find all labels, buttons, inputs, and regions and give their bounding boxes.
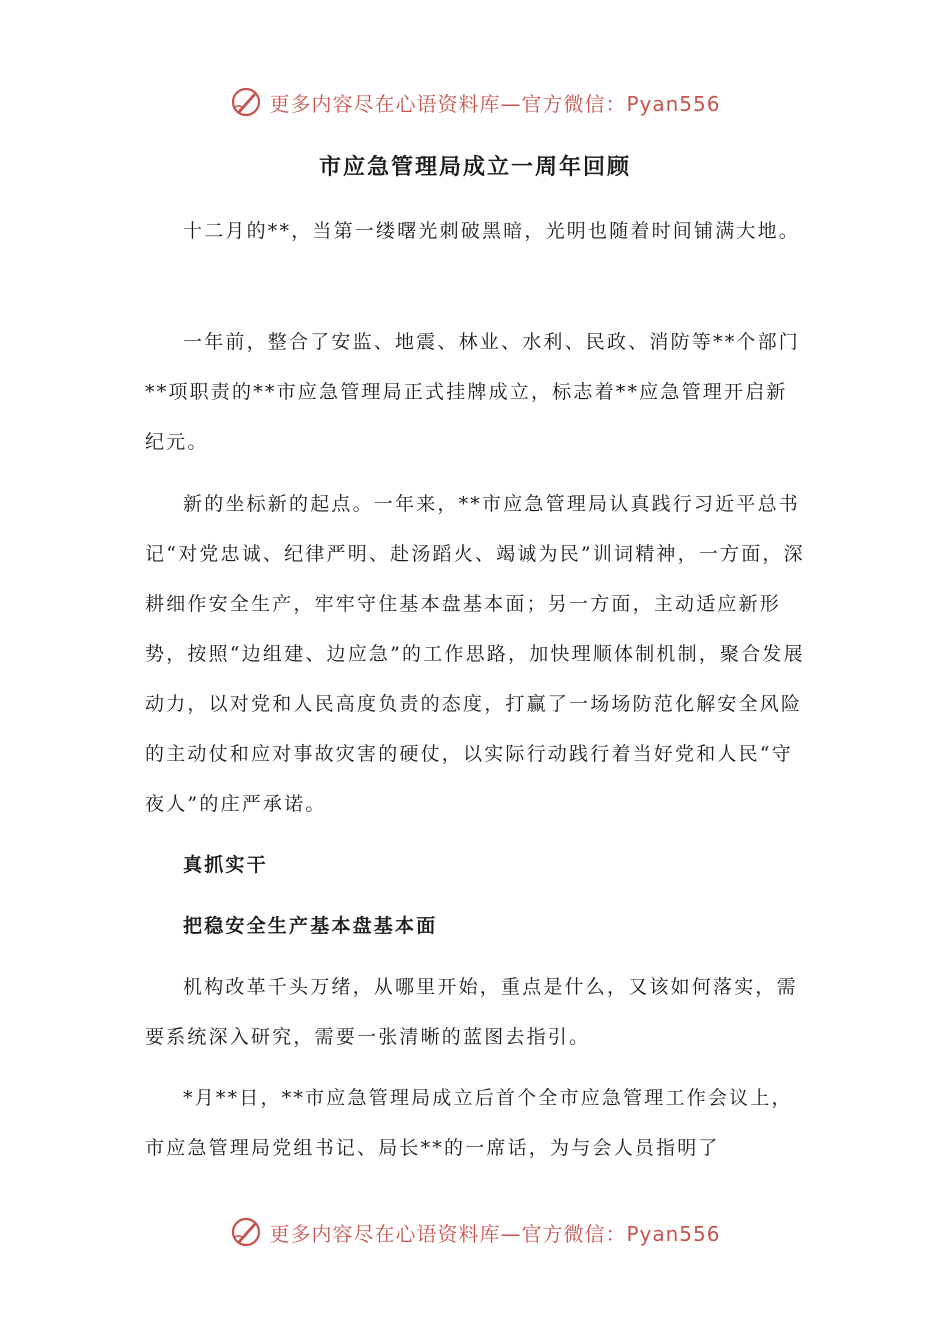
watermark-banner-top — [0, 82, 950, 122]
section-heading: 真抓实干 — [183, 854, 268, 876]
paragraph: 机构改革千头万绪，从哪里开始，重点是什么，又该如何落实，需要系统深入研究，需要一张清晰的蓝图去指引。 — [145, 976, 798, 1048]
paragraph: 十二月的**，当第一缕曙光刺破黑暗，光明也随着时间铺满大地。 — [183, 220, 801, 242]
section-subheading: 把稳安全生产基本盘基本面 — [183, 915, 438, 937]
watermark-banner-bottom — [0, 1212, 950, 1252]
paragraph: 新的坐标新的起点。一年来，**市应急管理局认真践行习近平总书记“对党忠诚、纪律严明、赴汤蹈火、竭诚为民”训词精神，一方面，深耕细作安全生产，牢牢守住基本盘基本面；另一方面，主动适应新形势，按照“边组建、边应急”的工作思路，加快理顺体制机制，聚合发展动力，以对党和人民高度负责的态度，打赢了一场场防范化解安全风险的主动仗和应对事故灾害的硬仗，以实际行动践行着当好党和人民“守夜人”的庄严承诺。 — [145, 493, 805, 815]
watermark-text: 更多内容尽在心语资料库—官方微信：Pyan556 — [269, 91, 721, 116]
quill-logo-icon — [229, 1215, 263, 1249]
document-title: 市应急管理局成立一周年回顾 — [318, 154, 631, 180]
quill-logo-icon — [229, 85, 263, 119]
watermark-text: 更多内容尽在心语资料库—官方微信：Pyan556 — [269, 1221, 721, 1246]
paragraph: 一年前，整合了安监、地震、林业、水利、民政、消防等**个部门**项职责的**市应急管理局正式挂牌成立，标志着**应急管理开启新纪元。 — [145, 331, 801, 453]
paragraph: *月**日，**市应急管理局成立后首个全市应急管理工作会议上，市应急管理局党组书记、局长**的一席话，为与会人员指明了 — [145, 1087, 793, 1159]
